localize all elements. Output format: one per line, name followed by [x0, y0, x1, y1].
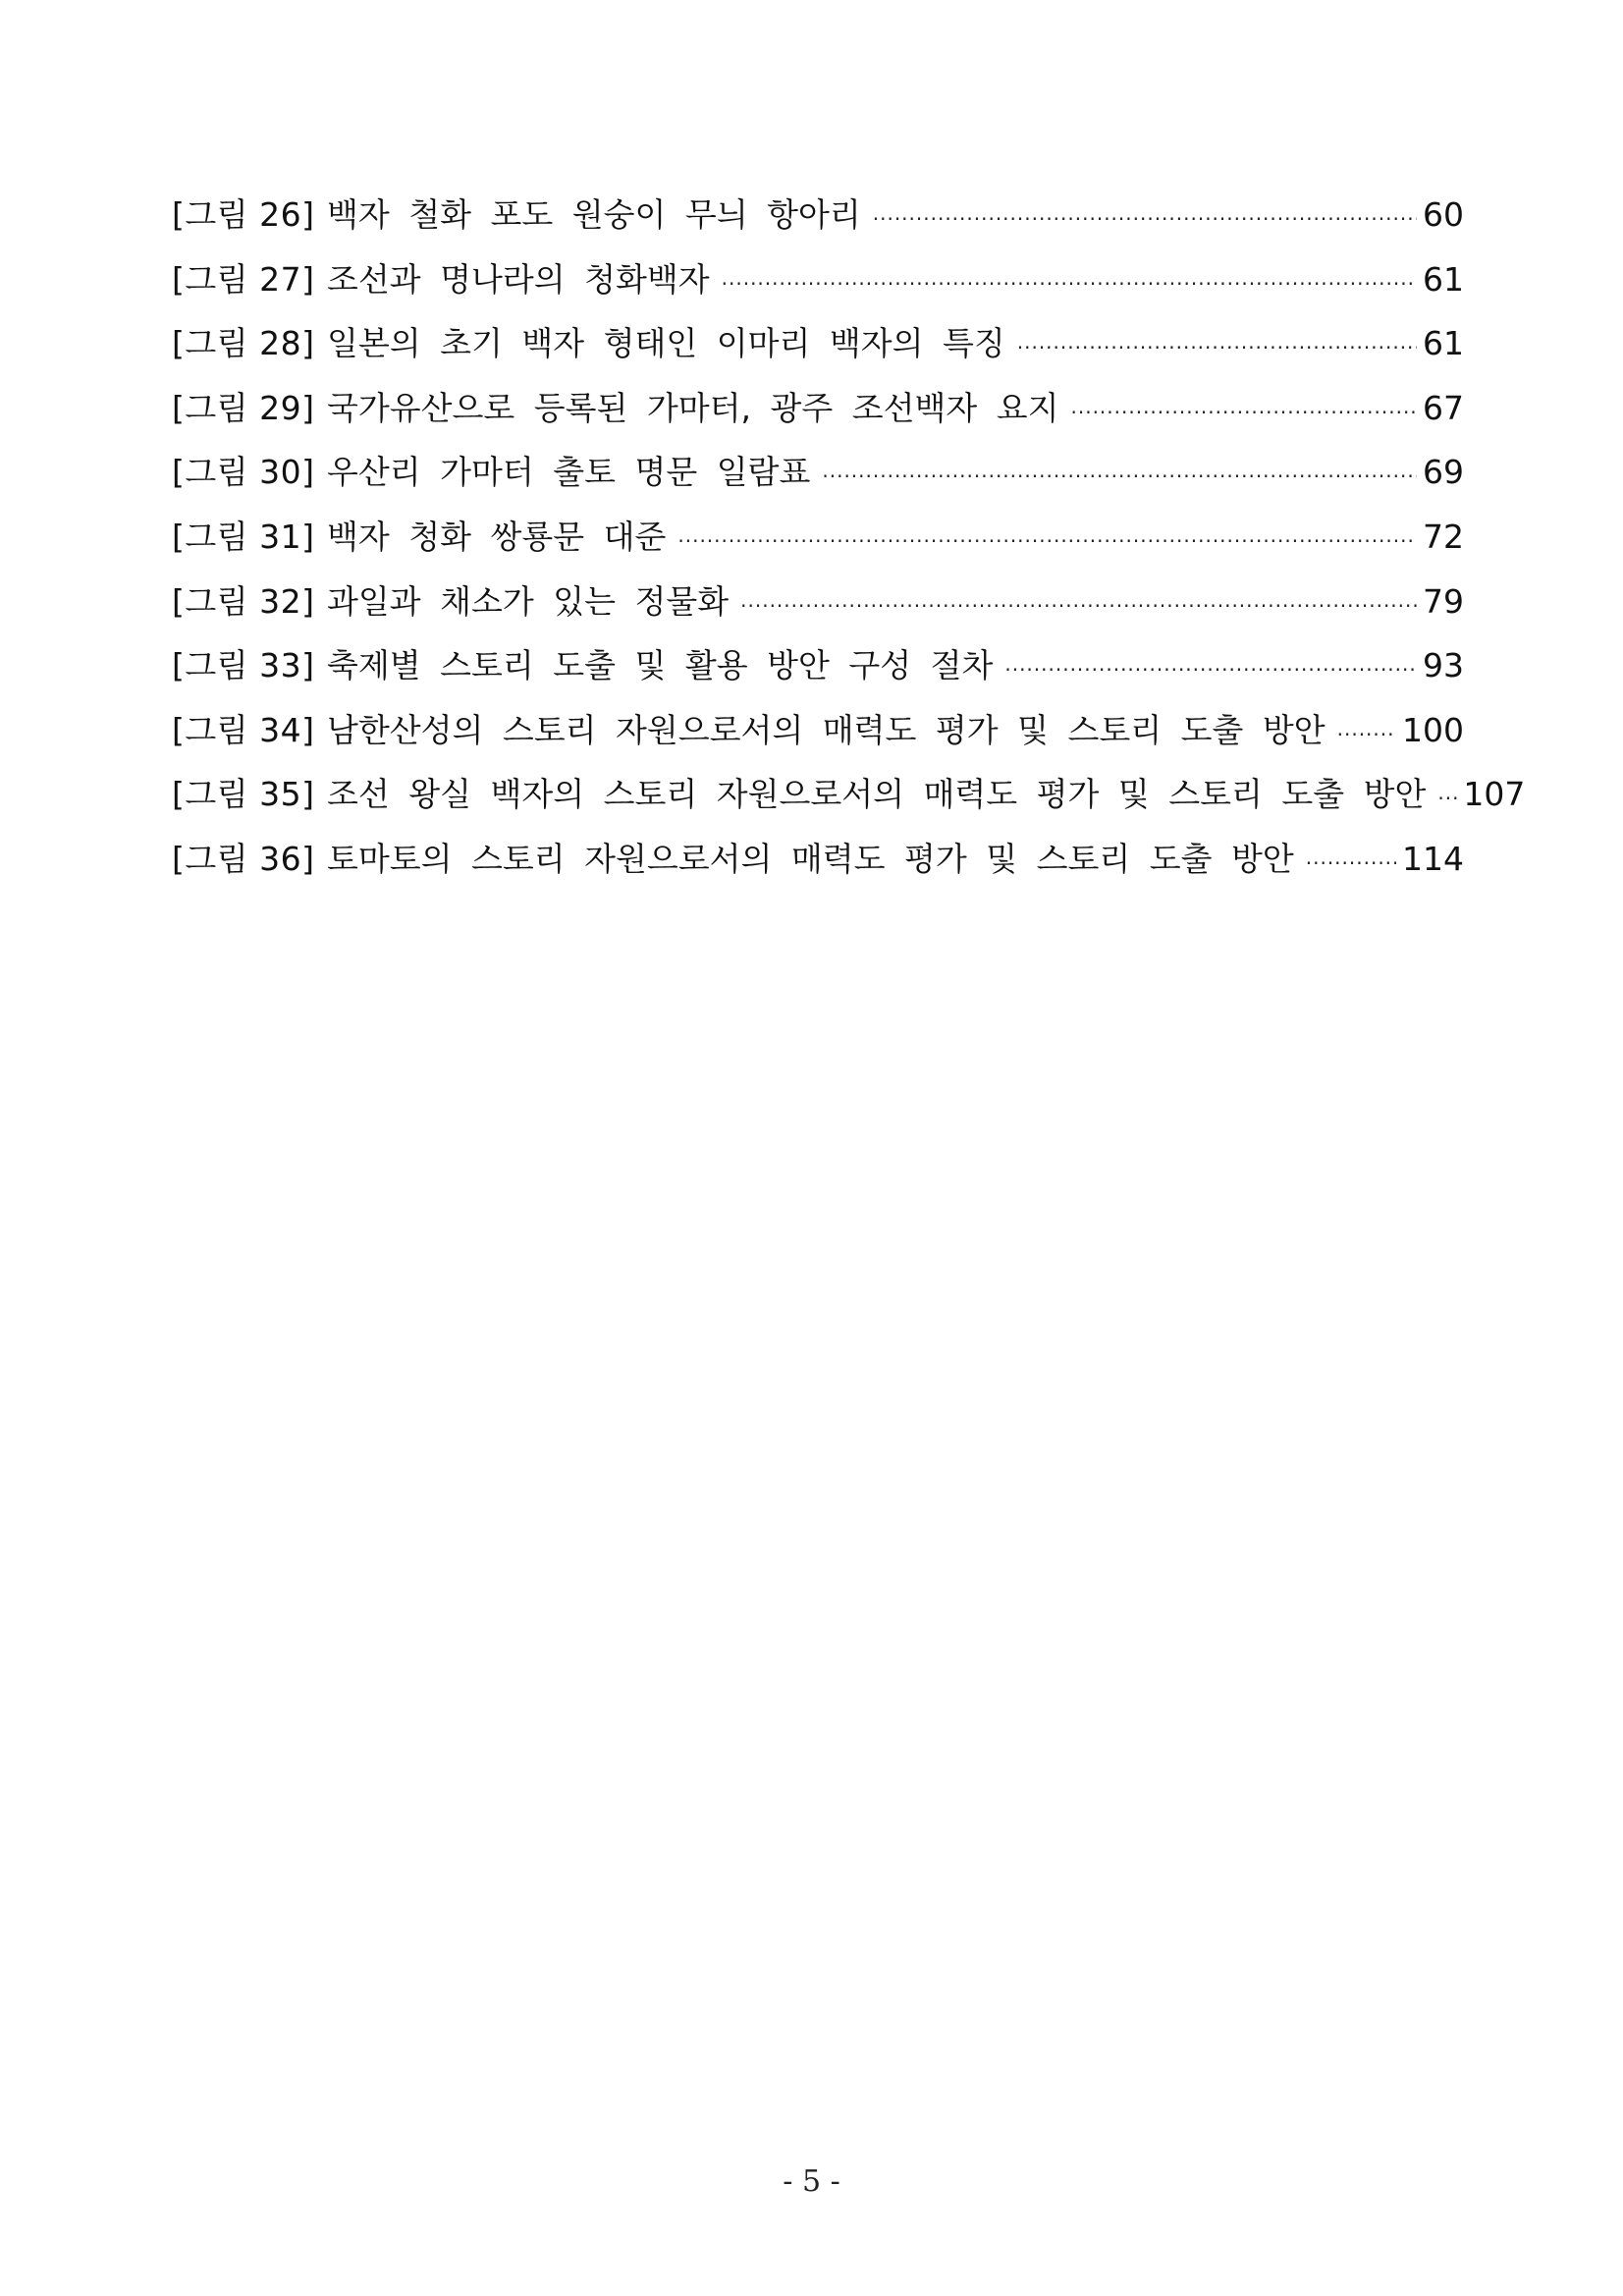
toc-entry[interactable]	[172, 570, 1464, 634]
figure-title: 남한산성의 스토리 자원으로서의 매력도 평가 및 스토리 도출 방안	[327, 710, 1325, 749]
toc-entry[interactable]	[172, 698, 1464, 763]
figure-label: [그림 36]	[172, 839, 315, 878]
dot-leader	[873, 188, 1417, 252]
toc-entry[interactable]	[172, 247, 1464, 312]
figure-label: [그림 26]	[172, 195, 315, 234]
toc-entry[interactable]	[172, 827, 1464, 892]
page-number: 93	[1423, 646, 1464, 685]
figure-title: 조선 왕실 백자의 스토리 자원으로서의 매력도 평가 및 스토리 도출 방안	[327, 775, 1427, 814]
figure-label: [그림 27]	[172, 259, 315, 299]
figure-title: 백자 청화 쌍룡문 대준	[327, 517, 667, 556]
page-number: 79	[1423, 581, 1464, 621]
dot-leader	[677, 510, 1417, 574]
page-number: 100	[1402, 710, 1464, 749]
page-number: 69	[1423, 453, 1464, 492]
figure-title: 축제별 스토리 도출 및 활용 방안 구성 절차	[327, 646, 994, 685]
page-number: 114	[1402, 839, 1464, 878]
toc-entry[interactable]	[172, 311, 1464, 376]
dot-leader	[722, 252, 1417, 317]
figure-title: 국가유산으로 등록된 가마터, 광주 조선백자 요지	[327, 388, 1059, 427]
figure-label: [그림 31]	[172, 517, 315, 556]
figure-label: [그림 33]	[172, 646, 315, 685]
figure-title: 백자 철화 포도 원숭이 무늬 항아리	[327, 195, 861, 234]
figure-title: 토마토의 스토리 자원으로서의 매력도 평가 및 스토리 도출 방안	[327, 839, 1294, 878]
toc-entry[interactable]	[172, 440, 1464, 505]
toc-entry[interactable]	[172, 183, 1464, 247]
dot-leader	[1004, 638, 1417, 703]
page-footer: - 5 -	[783, 2164, 840, 2199]
figure-label: [그림 35]	[172, 775, 315, 814]
figure-title: 과일과 채소가 있는 정물화	[327, 581, 730, 621]
figure-title: 우산리 가마터 출토 명문 일람표	[327, 453, 811, 492]
toc-entry[interactable]	[172, 376, 1464, 441]
figure-title: 일본의 초기 백자 형태인 이마리 백자의 특징	[327, 324, 1005, 363]
page-number: 72	[1423, 517, 1464, 556]
dot-leader	[740, 574, 1417, 639]
toc-entry[interactable]	[172, 505, 1464, 570]
page-number: 61	[1423, 324, 1464, 363]
dot-leader	[1017, 316, 1417, 381]
dot-leader	[1071, 381, 1418, 446]
dot-leader	[1437, 767, 1457, 832]
figure-label: [그림 34]	[172, 710, 315, 749]
figure-title: 조선과 명나라의 청화백자	[327, 259, 710, 299]
figure-label: [그림 32]	[172, 581, 315, 621]
figure-label: [그림 29]	[172, 388, 315, 427]
toc-entry[interactable]	[172, 633, 1464, 698]
page-number: 67	[1423, 388, 1464, 427]
page-number: 61	[1423, 259, 1464, 299]
dot-leader	[1306, 832, 1396, 897]
figure-label: [그림 28]	[172, 324, 315, 363]
page-number: 60	[1423, 195, 1464, 234]
figure-list	[172, 183, 1526, 892]
dot-leader	[822, 445, 1417, 510]
dot-leader	[1337, 703, 1396, 768]
toc-entry[interactable]	[172, 762, 1526, 827]
figure-label: [그림 30]	[172, 453, 315, 492]
page-number: 107	[1463, 775, 1526, 814]
